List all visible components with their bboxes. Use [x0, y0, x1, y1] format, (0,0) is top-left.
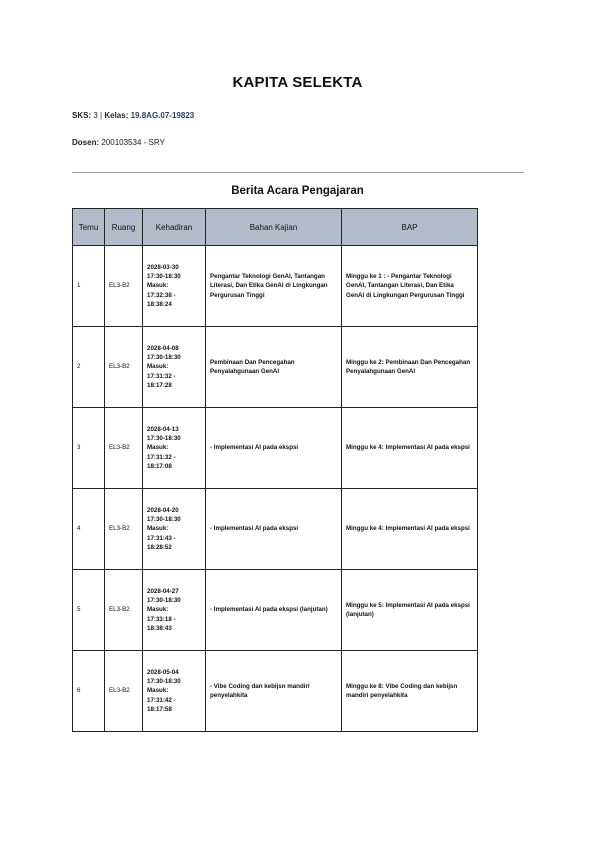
cell-temu: 6	[73, 651, 105, 732]
table-row	[73, 489, 478, 570]
cell-temu: 3	[73, 408, 105, 489]
table-row	[73, 408, 478, 489]
cell-bap: Minggu ke 1 : - Pengantar Teknologi GenAI, Tantangan Literasi, Dan Etika GenAI di Lingkungan Pergurusan Tinggi	[342, 246, 478, 327]
kelas-label: Kelas:	[104, 111, 129, 120]
cell-bap: Minggu ke 4: Implementasi AI pada ekspsi	[342, 408, 478, 489]
header-bahan-kajian: Bahan Kajian	[206, 209, 342, 246]
cell-kehadiran: 2028-05-04 17:30-18:30 Masuk: 17:31:42 - 18:17:58	[143, 651, 206, 732]
cell-ruang: EL3-B2	[105, 651, 143, 732]
cell-ruang: EL3-B2	[105, 408, 143, 489]
cell-ruang: EL3-B2	[105, 246, 143, 327]
cell-temu: 5	[73, 570, 105, 651]
sks-value: 3	[93, 111, 98, 120]
cell-bahan-kajian: - Implementasi AI pada ekspsi	[206, 489, 342, 570]
cell-temu: 4	[73, 489, 105, 570]
cell-ruang: EL3-B2	[105, 327, 143, 408]
cell-bahan-kajian: Pembinaan Dan Pencegahan Penyalahgunaan GenAI	[206, 327, 342, 408]
cell-temu: 2	[73, 327, 105, 408]
cell-bahan-kajian: - Vibe Coding dan kebijsn mandiri penyelahkita	[206, 651, 342, 732]
cell-bahan-kajian: Pengantar Teknologi GenAI, Tantangan Literasi, Dan Etika GenAI di Lingkungan Pergurusan Tinggi	[206, 246, 342, 327]
dosen-line	[72, 138, 165, 147]
cell-temu: 1	[73, 246, 105, 327]
cell-bap: Minggu ke 8: Vibe Coding dan kebijsn mandiri penyelahkita	[342, 651, 478, 732]
table-row	[73, 651, 478, 732]
header-kehadiran: Kehadiran	[143, 209, 206, 246]
cell-ruang: EL3-B2	[105, 570, 143, 651]
cell-ruang: EL3-B2	[105, 489, 143, 570]
meta-separator: |	[100, 111, 103, 120]
header-temu: Temu	[73, 209, 105, 246]
cell-bahan-kajian: - Implementasi AI pada ekspsi	[206, 408, 342, 489]
table-row	[73, 327, 478, 408]
cell-bap: Minggu ke 5: Implementasi AI pada ekspsi (lanjutan)	[342, 570, 478, 651]
cell-kehadiran: 2028-04-20 17:30-18:30 Masuk: 17:31:43 - 18:28:52	[143, 489, 206, 570]
course-meta-line	[72, 111, 194, 120]
table-row	[73, 570, 478, 651]
dosen-value: 200103534 - SRY	[101, 138, 165, 147]
course-title: KAPITA SELEKTA	[232, 74, 363, 91]
header-ruang: Ruang	[105, 209, 143, 246]
cell-bap: Minggu ke 2: Pembinaan Dan Pencegahan Penyalahgunaan GenAI	[342, 327, 478, 408]
dosen-label: Dosen:	[72, 138, 100, 147]
header-bap: BAP	[342, 209, 478, 246]
section-title: Berita Acara Pengajaran	[231, 185, 364, 197]
cell-kehadiran: 2028-04-13 17:30-18:30 Masuk: 17:31:32 - 18:17:08	[143, 408, 206, 489]
sks-label: SKS:	[72, 111, 92, 120]
divider	[72, 172, 524, 173]
cell-kehadiran: 2028-04-08 17:30-18:30 Masuk: 17:31:32 - 18:17:28	[143, 327, 206, 408]
cell-bap: Minggu ke 4: Implementasi AI pada ekspsi	[342, 489, 478, 570]
bap-table	[72, 208, 478, 732]
cell-bahan-kajian: - Implementasi AI pada ekspsi (lanjutan)	[206, 570, 342, 651]
kelas-value: 19.8AG.07-19823	[130, 111, 195, 120]
table-header-row	[73, 209, 478, 246]
table-row	[73, 246, 478, 327]
cell-kehadiran: 2028-03-30 17:30-18:30 Masuk: 17:32:38 - 18:38:24	[143, 246, 206, 327]
cell-kehadiran: 2028-04-27 17:30-18:30 Masuk: 17:33:18 - 18:38:43	[143, 570, 206, 651]
